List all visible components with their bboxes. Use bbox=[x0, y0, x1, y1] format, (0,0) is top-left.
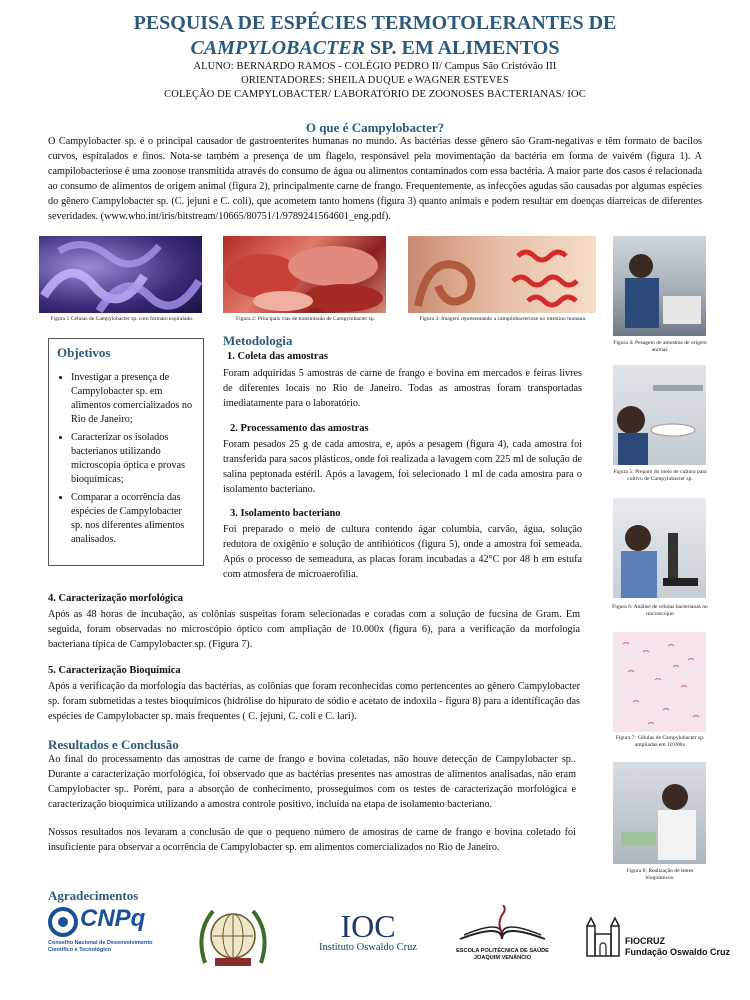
ioc-subtitle: Instituto Oswaldo Cruz bbox=[319, 942, 417, 953]
objectives-list bbox=[57, 371, 195, 547]
poster-title-line2 bbox=[0, 36, 750, 61]
stained-cells-illustration bbox=[613, 632, 706, 732]
cnpq-subtitle-line2: Científico e Tecnológico bbox=[48, 947, 112, 953]
figure-2-caption: Figura 2: Principais vias de transmissão de Campylobacter sp. bbox=[235, 316, 376, 322]
title-genus: CAMPYLOBACTER bbox=[190, 37, 365, 59]
cnpq-emblem-icon bbox=[48, 907, 78, 937]
method-step-4-text: Após as 48 horas de incubação, as colônias suspeitas foram selecionadas e coradas com a solução de fucsina de Gram. Em seguida, foram observadas no microscópio óptico com ampliação de 10.000x (figura 6), para a verificação da morfologia bacteriana típica de Campylobacter sp. (Figura 7). bbox=[48, 609, 580, 650]
figure-2-image bbox=[223, 236, 386, 313]
figure-1-caption: Figura 1 Células de Campylobacter sp. com formato espiralado. bbox=[50, 316, 194, 322]
cnpq-logo bbox=[48, 905, 188, 955]
figure-5-image bbox=[613, 365, 706, 465]
school-crest-logo bbox=[195, 903, 271, 973]
bacteria-illustration bbox=[39, 236, 202, 313]
figure-4-image bbox=[613, 236, 706, 336]
epsjv-subtitle-line1: ESCOLA POLITÉCNICA DE SAÚDE bbox=[456, 948, 549, 954]
advisors-line: ORIENTADORES: SHEILA DUQUE e WAGNER ESTEVES bbox=[241, 75, 509, 86]
figure-5-caption: Figura 5: Preparo do meio de cultura para cultivo de Campylobacter sp. bbox=[613, 469, 707, 482]
figure-6-caption: Figura 6: Análise de células bacterianas no microscópio bbox=[612, 604, 708, 617]
figure-4-caption: Figura 4: Pesagem de amostras de origem animal. bbox=[613, 340, 707, 353]
method-step-5-text: Após a verificação da morfologia das bactérias, as colônias que foram reconhecidas como pertencentes ao gênero Campylobacter sp. foram submetidas a testes bioquímicos (hidrólise do hipurato de sódio e acetato de indoxila - figura 8) para a identificação das espécies de Campylobacter sp. mais frequentes ( C. jejuni, C. coli e C. lari). bbox=[48, 681, 580, 722]
intro-heading: O que é Campylobacter? bbox=[305, 120, 445, 135]
title-rest: SP. EM ALIMENTOS bbox=[364, 37, 560, 59]
method-step-4-title: 4. Caracterização morfológica bbox=[48, 593, 183, 604]
objective-item: • Investigar a presença de Campylobacter sp. em alimentos comercializados no Rio de Janeiro; bbox=[71, 371, 195, 427]
lab-weighing-illustration bbox=[613, 236, 706, 336]
intestine-illustration bbox=[408, 236, 596, 313]
method-step-3-text: Foi preparado o meio de cultura contendo ágar columbia, carvão, água, solução redutora de oxigênio e solução de antibióticos (figura 5), onde a amostra foi semeada. Após o processo de semeadura, as placas foram incubadas a 42°C por 48 h em estufa com atmosfera de microaerofilia. bbox=[223, 524, 582, 580]
results-paragraph-2: Nossos resultados nos levaram a conclusão de que o pequeno número de amostras de carne de frango e bovina coletado foi insuficiente para observar a ocorrência de Campylobacter sp. em alimentos comercializados no Rio de Janeiro. bbox=[48, 827, 576, 853]
method-step-2-title: 2. Processamento das amostras bbox=[230, 423, 369, 434]
fiocruz-name: FIOCRUZ bbox=[625, 936, 665, 946]
figure-3-caption: Figura 3: Imagem representando a campilobacteriose no intestino humano. bbox=[419, 316, 587, 322]
biochemical-test-illustration bbox=[613, 762, 706, 864]
collection-line: COLEÇÃO DE CAMPYLOBACTER/ LABORATÓRIO DE ZOONOSES BACTERIANAS/ IOC bbox=[164, 89, 586, 100]
meat-illustration bbox=[223, 236, 386, 313]
fiocruz-logo bbox=[585, 910, 731, 965]
figure-7-caption: Figura 7: Células de Campylobacter sp. ampliadas em 10.000x bbox=[615, 735, 705, 748]
objectives-heading: Objetivos bbox=[57, 345, 111, 360]
crest-emblem-icon bbox=[195, 903, 271, 973]
method-step-2-text: Foram pesados 25 g de cada amostra, e, após a pesagem (figura 4), cada amostra foi transferida para sacos plásticos, onde foi realizada a lavagem com 225 ml de solução de salina peptonada estéril. Após a lavagem, foi selecionado 1 ml de cada amostra para o isolamento bacteriano. bbox=[223, 439, 582, 495]
culture-preparation-illustration bbox=[613, 365, 706, 465]
methods-heading: Metodologia bbox=[223, 333, 293, 348]
method-step-3-title: 3. Isolamento bacteriano bbox=[230, 508, 341, 519]
student-line: ALUNO: BERNARDO RAMOS - COLÉGIO PEDRO II/ Campus São Cristóvão III bbox=[193, 61, 557, 72]
cnpq-subtitle bbox=[48, 940, 153, 954]
acknowledgements-heading: Agradecimentos bbox=[48, 888, 139, 903]
results-paragraph-1: Ao final do processamento das amostras de carne de frango e bovina coletadas, não houve detecção de Campylobacter sp.. Durante a caracterização morfológica, foi observado que as bactérias presentes nas amostras de alimentos analisadas, não eram Campylobacter sp.. Porém, para a absorção de conhecimento, prosseguimos com os testes de caracterização morfológica e caracterização bioquímica utilizando a amostra controle positivo, incluída na etapa de isolamento bacteriano. bbox=[48, 754, 576, 810]
method-step-5-title: 5. Caracterização Bioquímica bbox=[48, 665, 181, 676]
results-heading: Resultados e Conclusão bbox=[48, 737, 179, 752]
ioc-logo bbox=[308, 910, 428, 960]
epsjv-subtitle-line2: JOAQUIM VENÂNCIO bbox=[473, 955, 532, 961]
objectives-box bbox=[48, 338, 204, 566]
epsjv-subtitle bbox=[450, 948, 555, 962]
figure-7-image bbox=[613, 632, 706, 732]
ioc-name: IOC bbox=[340, 908, 396, 944]
intro-paragraph: O Campylobacter sp. é o principal causador de gastroenterites humanas no mundo. As bactérias desse gênero são Gram-negativas e têm formato de bacilos curvos, espiralados e finos. Nota-se também a presença de um flagelo, responsável pela movimentação da bactéria em forma de vaivém (figura 1). A campilobacteriose é uma zoonose transmitida através do consumo de água ou alimentos contaminados com essa bactéria. A maior parte dos casos é relacionada ao consumo de alimentos de origem animal (figura 2), principalmente carne de frango. Frequentemente, as infecções agudas são causadas por algumas espécies do gênero Campylobacter sp. (C. jejuni e C. coli), que acometem tanto homens (figura 3) quanto animais e podem resultar em doenças diarreicas de diferentes severidades. (www.who.int/iris/bitstream/10665/80751/1/9789241564601_eng.pdf). bbox=[48, 136, 702, 222]
epsjv-logo bbox=[450, 905, 555, 965]
objective-item: • Comparar a ocorrência das espécies de Campylobacter sp. nos diferentes alimentos analisados. bbox=[71, 491, 195, 547]
epsjv-book-icon bbox=[450, 905, 555, 943]
method-step-1-text: Foram adquiridas 5 amostras de carne de frango e bovina em mercados e feiras livres de diferentes locais no Rio de Janeiro. Todas as amostras foram transportadas imediatamente para o laboratório. bbox=[223, 368, 582, 409]
figure-3-image bbox=[408, 236, 596, 313]
fiocruz-castle-icon bbox=[585, 912, 621, 958]
figure-6-image bbox=[613, 498, 706, 598]
fiocruz-subtitle: Fundação Oswaldo Cruz bbox=[625, 947, 731, 957]
poster-title-line1: PESQUISA DE ESPÉCIES TERMOTOLERANTES DE bbox=[133, 12, 617, 34]
cnpq-subtitle-line1: Conselho Nacional de Desenvolvimento bbox=[48, 940, 153, 946]
microscope-illustration bbox=[613, 498, 706, 598]
figure-1-image bbox=[39, 236, 202, 313]
figure-8-image bbox=[613, 762, 706, 864]
objective-item: • Caracterizar os isolados bacterianos utilizando microscopia óptica e provas bioquímicas; bbox=[71, 431, 195, 487]
figure-8-caption: Figura 8: Realização de testes bioquímicos. bbox=[626, 868, 694, 881]
cnpq-name: CNPq bbox=[80, 905, 146, 932]
method-step-1-title: 1. Coleta das amostras bbox=[227, 351, 328, 362]
